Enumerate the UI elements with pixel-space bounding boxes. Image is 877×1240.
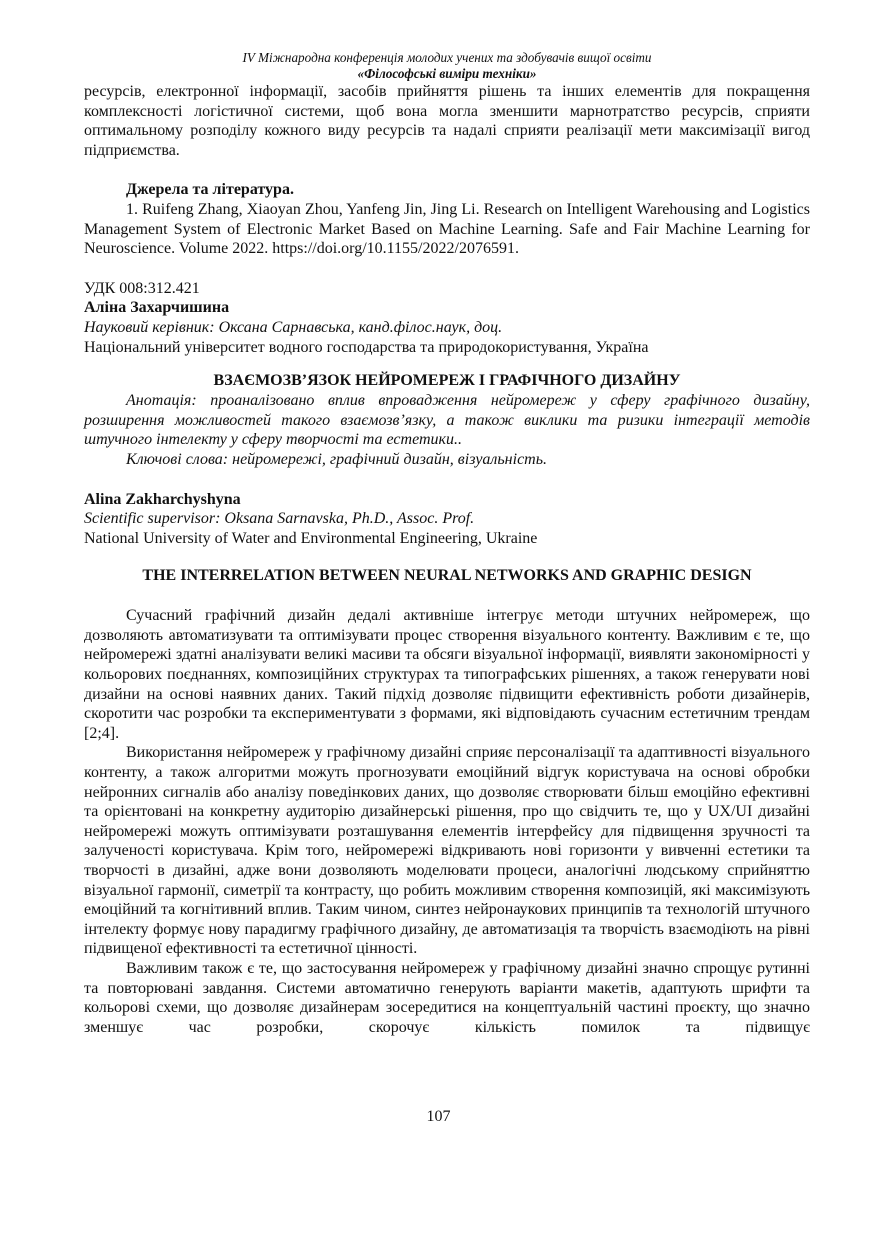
udc-code: УДК 008:312.421 <box>84 279 200 297</box>
body-paragraph-2: Використання нейромереж у графічному дизайні сприяє персоналізації та адаптивності візуального контенту, а також алгоритми можуть прогнозувати емоційний відгук користувача на основі обробки нейронних сигналів або аналізу поведінкових даних, що дозволяє створювати більш емоційно ефективні та орієнтовані на конкретну аудиторію дизайнерські рішення, про що свідчить те, що у UX/UI дизайні нейромережі можуть оптимізувати розташування елементів інтерфейсу для підвищення зручності та залученості користувача. Крім того, нейромережі відкривають нові горизонти у вивченні естетики та творчості в дизайні, адже вони дозволяють моделювати процеси, аналогічні людському сприйняттю візуальної гармонії, симетрії та контрасту, що робить можливим створення композицій, які максимізують емоційний та когнітивний вплив. Таким чином, синтез нейронаукових принципів та технологій штучного інтелекту формує нову парадигму графічного дизайну, де автоматизація та творчість взаємодіють на рівні підвищеної ефективності та естетичної цінності. <box>84 744 810 958</box>
article-title-en: THE INTERRELATION BETWEEN NEURAL NETWORKS AND GRAPHIC DESIGN <box>142 567 752 585</box>
running-header <box>84 50 810 82</box>
continuation-paragraph: ресурсів, електронної інформації, засобів прийняття рішень та інших елементів для покращення комплексності логістичної системи, щоб вона могла зменшити марнотратство ресурсів, сприяти оптимальному розподілу кожного виду ресурсів та надалі сприяти реалізації мети максимізації вигод підприємства. <box>84 83 810 159</box>
conference-name: IV Міжнародна конференція молодих учених та здобувачів вищої освіти <box>242 50 652 65</box>
supervisor-en: Scientific supervisor: Oksana Sarnavska, Ph.D., Assoc. Prof. <box>84 510 475 528</box>
author-name-ua: Аліна Захарчишина <box>84 299 230 317</box>
affiliation-en: National University of Water and Environmental Engineering, Ukraine <box>84 529 538 547</box>
reference-item: 1. Ruifeng Zhang, Xiaoyan Zhou, Yanfeng Jin, Jing Li. Research on Intelligent Warehousing and Logistics Management System of Electronic Market Based on Machine Learning. Safe and Fair Machine Learning for Neuroscience. Volume 2022. https://doi.org/10.1155/2022/2076591. <box>84 200 810 258</box>
page-number: 107 <box>426 1108 451 1125</box>
document-page <box>84 50 810 1037</box>
abstract-ua: Анотація: проаналізовано вплив впровадження нейромереж у сферу графічного дизайну, розширення можливостей такого взаємозв’язку, а також виклики та ризики інтеграції методів штучного інтелекту у сферу творчості та естетики.. <box>84 392 810 449</box>
body-paragraph-3: Важливим також є те, що застосування нейромереж у графічному дизайні значно спрощує рутинні та повторювані завдання. Системи автоматично генерують варіанти макетів, адаптують шрифти та кольорові схеми, що дозволяє дизайнерам зосередитися на концептуальній частині проєкту, що значно зменшує час розробки, скорочує кількість помилок та підвищує <box>84 959 810 1036</box>
body-paragraph-1: Сучасний графічний дизайн дедалі активніше інтегрує методи штучних нейромереж, що дозволяють автоматизувати та оптимізувати процес створення візуального контенту. Важливим є те, що нейромережі здатні аналізувати великі масиви та обсяги візуальної інформації, виявляти закономірності у кольорових поєднаннях, композиційних структурах та типографських рішеннях, а також генерувати нові дизайни на основі наявних даних. Такий підхід дозволяє підвищити ефективність роботи дизайнерів, скоротити час розробки та експериментувати з формами, які відповідають сучасним естетичним трендам [2;4]. <box>84 607 810 742</box>
references-heading: Джерела та література. <box>126 181 294 199</box>
article-title-ua: ВЗАЄМОЗВ’ЯЗОК НЕЙРОМЕРЕЖ І ГРАФІЧНОГО ДИЗАЙНУ <box>213 372 681 390</box>
affiliation-ua: Національний університет водного господарства та природокористування, Україна <box>84 338 649 356</box>
author-name-en: Alina Zakharchyshyna <box>84 490 241 508</box>
supervisor-ua: Науковий керівник: Оксана Сарнавська, канд.філос.наук, доц. <box>84 318 503 336</box>
conference-title: «Філософські виміри техніки» <box>357 66 537 81</box>
keywords-ua: Ключові слова: нейромережі, графічний дизайн, візуальність. <box>126 450 547 468</box>
